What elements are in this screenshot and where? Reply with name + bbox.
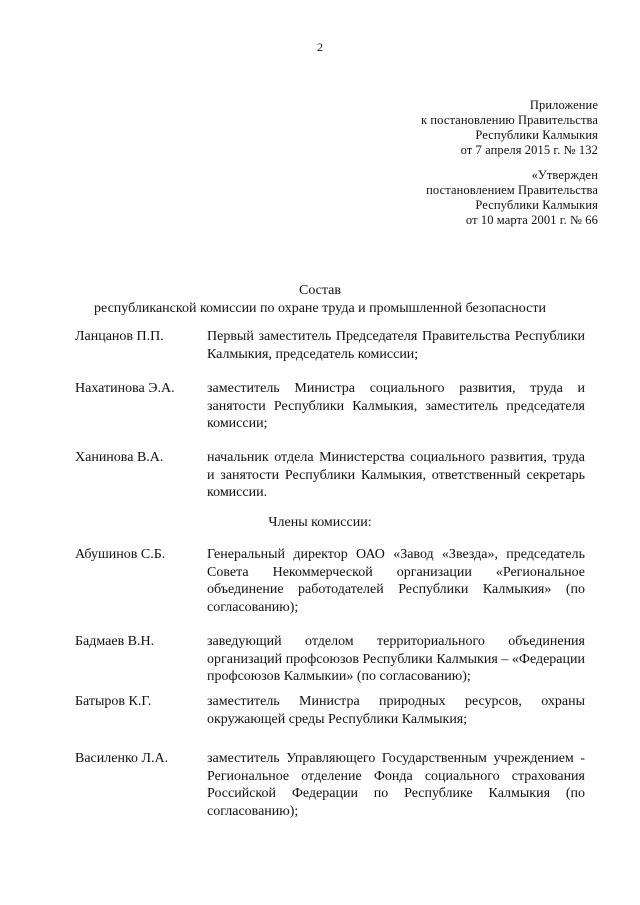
member-name: Батыров К.Г.: [75, 694, 152, 709]
member-name: Ланцанов П.П.: [75, 329, 164, 344]
title-line-2: республиканской комиссии по охране труда и промышленной безопасности: [94, 301, 546, 316]
member-description: начальник отдела Министерства социального развития, труда и занятости Республики Калмыкия, ответственный секретарь комиссии.: [207, 450, 585, 500]
appendix-line: Приложение: [529, 98, 598, 112]
member-description: заведующий отделом территориального объединения организаций профсоюзов Республики Калмыкия – «Федерации профсоюзов Калмыкии» (по согласованию);: [207, 634, 585, 684]
member-name: Бадмаев В.Н.: [75, 634, 155, 649]
member-description: Генеральный директор ОАО «Завод «Звезда», председатель Совета Некоммерческой организации «Региональное объединение работодателей Республики Калмыкия» (по согласованию);: [207, 547, 585, 615]
member-row: [75, 546, 585, 616]
members-heading: Члены комиссии:: [268, 515, 372, 530]
page-number: 2: [317, 40, 323, 54]
title-line-1: Состав: [298, 283, 341, 298]
member-description: заместитель Управляющего Государственным учреждением - Региональное отделение Фонда социального страхования Российской Федерации по Республике Калмыкия (по согласованию);: [207, 751, 585, 819]
leadership-row: [75, 380, 585, 433]
member-description: заместитель Министра природных ресурсов, охраны окружающей среды Республики Калмыкия;: [207, 694, 585, 727]
appendix-line: к постановлению Правительства: [420, 113, 598, 127]
appendix-line: от 7 апреля 2015 г. № 132: [460, 143, 598, 157]
appendix-line: Республики Калмыкия: [475, 128, 598, 142]
document-title: [0, 282, 640, 318]
approved-line: постановлением Правительства: [426, 183, 598, 197]
leadership-row: [75, 449, 585, 502]
member-row: [75, 750, 585, 820]
member-row: [75, 693, 585, 728]
member-name: Нахатинова Э.А.: [75, 381, 175, 396]
approved-header: [426, 168, 598, 228]
approved-line: от 10 марта 2001 г. № 66: [465, 213, 598, 227]
member-row: [75, 633, 585, 686]
member-description: Первый заместитель Председателя Правительства Республики Калмыкия, председатель комиссии;: [207, 329, 585, 362]
member-name: Василенко Л.А.: [75, 751, 169, 766]
approved-line: «Утвержден: [531, 168, 598, 182]
member-description: заместитель Министра социального развития, труда и занятости Республики Калмыкия, заместитель председателя комиссии;: [207, 381, 585, 431]
approved-line: Республики Калмыкия: [475, 198, 598, 212]
appendix-header: [421, 98, 598, 158]
member-name: Абушинов С.Б.: [75, 547, 166, 562]
leadership-row: [75, 328, 585, 363]
member-name: Ханинова В.А.: [75, 450, 164, 465]
